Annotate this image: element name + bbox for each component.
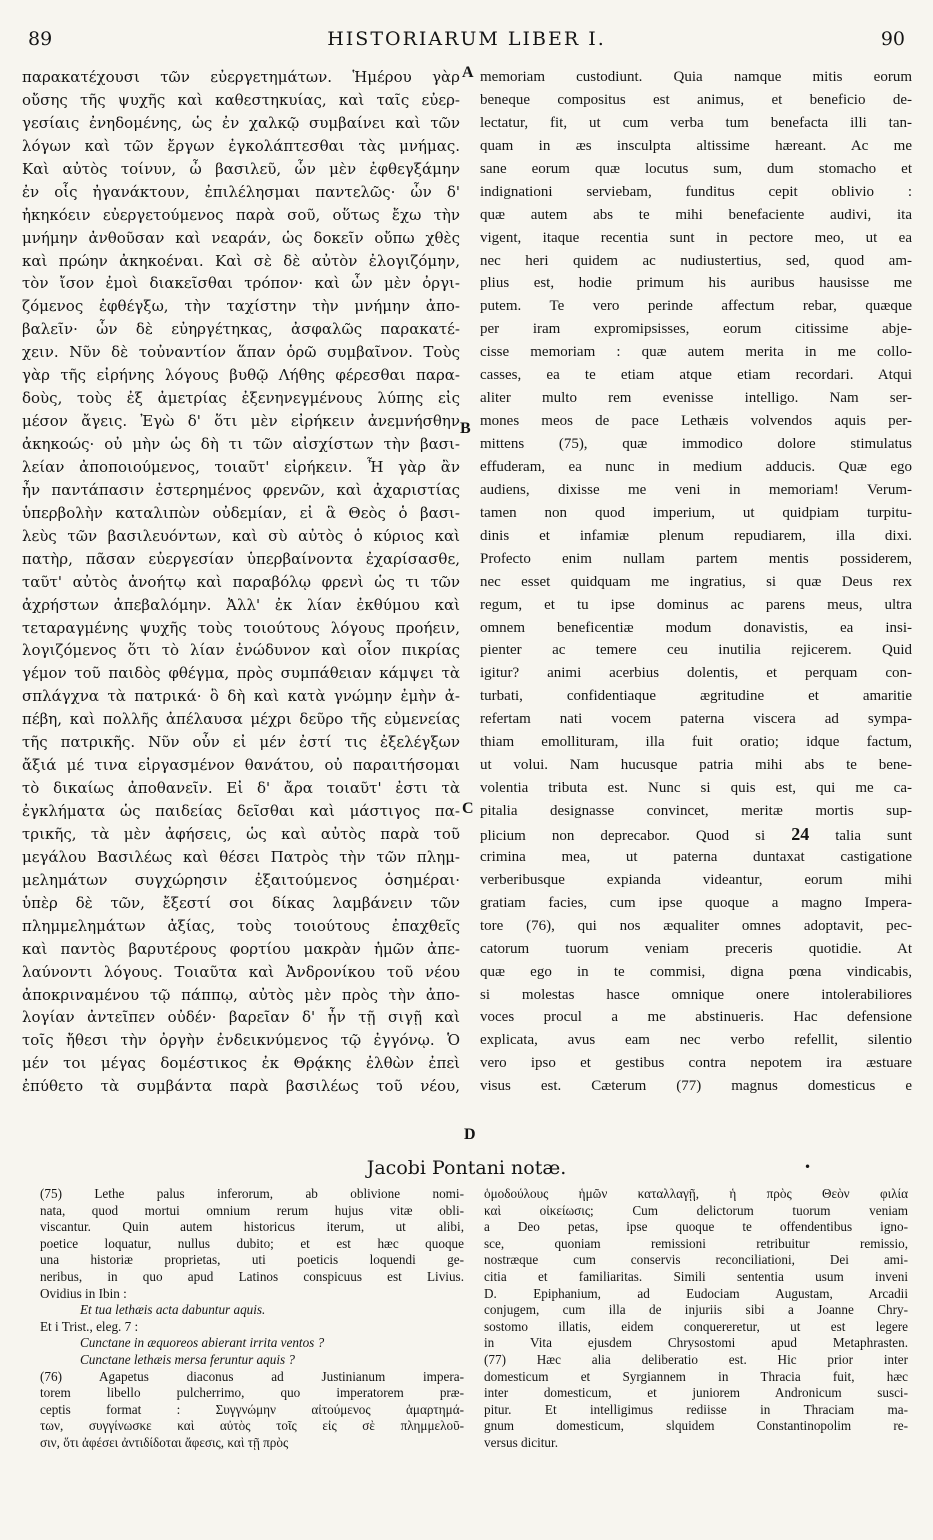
text-line: ἠκηκόειν εὐεργετούμενος παρὰ σοῦ, οὕτως ἔχω τὴν	[22, 205, 460, 224]
text-line: λείαν ἀποποιούμενος, τοιαῦτ' εἰρήκειν. Ἦ γὰρ ἂν	[22, 457, 460, 476]
text-line: viscantur. Quin autem historicus iterum, ut alibi,	[40, 1219, 464, 1235]
text-line: lectatur, fit, ut cum verba tum benefacta illi tan-	[480, 114, 912, 131]
text-line: effuderam, ea nunc in medium adducis. Quæ ego	[480, 458, 912, 475]
line-text: plicium non deprecabor. Quod si	[480, 827, 766, 844]
margin-marker-a: A	[462, 64, 474, 81]
text-line: λεὺς τῶν βασιλευόντων, καὶ σὺ αὐτὸς ὁ κύριος καὶ	[22, 526, 460, 545]
text-line: ut volui. Nam hucusque patria mihi abs te bene-	[480, 757, 912, 774]
text-line: torem libello pulcherrimo, quo imperatorem præ-	[40, 1385, 464, 1401]
text-line: γεσίαις ἐνηδομένης, ὡς ἐν χαλκῷ συμβαίνει καὶ τῶν	[22, 113, 460, 132]
text-line: (76) Agapetus diaconus ad Justinianum impera-	[40, 1368, 464, 1384]
text-line: λαύνοντι λόγους. Τοιαῦτα καὶ Ἀνδρονίκου τοῦ νέου	[22, 962, 460, 981]
text-line: cisse memoriam : quæ autem merita in me collo-	[480, 344, 912, 361]
text-line: quæ ego in te commisi, digna pœna vindicabis,	[480, 963, 912, 980]
text-line: pitur. Et intelligimus rediisse in Thraciam ma-	[484, 1401, 908, 1417]
notes-title: Jacobi Pontani notæ.	[366, 1157, 567, 1179]
text-line: ζόμενος ἐφθέγξω, τὴν ταχίστην τὴν μνήμην ἀπο-	[22, 297, 460, 316]
text-line: τὸ δικαίως ἀποθανεῖν. Εἰ δ' ἄρα τοιαῦτ' ἐστι τὰ	[22, 779, 460, 798]
text-line: nata, quod mortui omnium rerum hujus vitæ obli-	[40, 1202, 464, 1218]
text-line: ἀχρήστων ἀπεβαλόμην. Ἀλλ' ἐκ λίαν ἐκθύμου καὶ	[22, 595, 460, 614]
text-line: inter domesticum, et juniorem Andronicum susci-	[484, 1385, 908, 1401]
text-line: λογιζόμενος ὅτι τὸ λίαν ἐνώδυνον καὶ οἷον πικρίας	[22, 641, 460, 660]
text-line: beneque compositus est animus, et beneficio de-	[480, 91, 912, 108]
text-line: τεταραγμένης ψυχῆς τοὺς τοιούτους λόγους προήειν,	[22, 618, 460, 637]
text-line: pitalia designasse convincet, meritæ mortis sup-	[480, 803, 912, 819]
text-line: καὶ παντὸς βαρυτέρους φορτίου μακρὰν ἡμῶν ἀπε-	[22, 939, 460, 958]
text-line: omnem beneficentiæ modum donavistis, ea insi-	[480, 619, 912, 636]
margin-marker-b: B	[460, 420, 471, 437]
latin-text-column	[480, 66, 912, 1158]
page-header	[28, 28, 905, 54]
text-line: vero ipso et gestibus contra nepotem ira æstuare	[480, 1055, 912, 1072]
text-line: una historiæ proprietas, uti poeticis loquendi ge-	[40, 1252, 464, 1268]
text-line: igitur? animi acerbius dolentis, et perquam con-	[480, 665, 912, 682]
text-line: των, συγγίνωσκε καὶ αὐτὸς τοῖς εἰς σὲ πλημμελοῦ-	[40, 1418, 464, 1434]
text-line: ceptis format : Συγγνώμην αἰτούμενος ἁμαρτημά-	[40, 1401, 464, 1417]
notes-column-right	[484, 1186, 908, 1496]
text-line: quæ autem abs te mihi benefaciente audivi, ita	[480, 206, 912, 223]
text-line: Cunctane in æquoreos abierant irrita ventos ?	[80, 1335, 325, 1351]
text-line: mones meos de pace Lethæis volvendos aquis per-	[480, 413, 912, 430]
text-line: Cunctane lethæis mersa feruntur aquis ?	[80, 1351, 296, 1367]
text-line: tamen non quod imperium, ut quidpiam turpitu-	[480, 504, 912, 521]
text-line: citia et familiaritas. Simili sententia usum inveni	[484, 1268, 908, 1284]
text-line: catorum tuorum veniam preceris quotidie. At	[480, 940, 912, 957]
running-title: HISTORIARUM LIBER I.	[327, 28, 606, 50]
margin-marker-d: D	[464, 1126, 476, 1143]
text-line: mittens (75), quæ immodico dolore stimulatus	[480, 436, 912, 452]
text-line: μελημάτων συγχώρησιν ἐξαιτούμενος ὁσημέραι·	[22, 870, 460, 889]
text-line: δοὺς, τοὺς ἐξ ἀμετρίας ἐξενηνεγμένους λύπης εἰς	[22, 389, 460, 408]
text-line: ταῦτ' αὐτὸς ἀνοήτῳ καὶ παραβόλῳ φρενὶ ὡς τι τῶν	[22, 572, 460, 591]
text-line: thiam emollituram, illa fuit oratio; idque factum,	[480, 734, 912, 751]
notes-column-left	[40, 1186, 464, 1526]
page-number-left: 89	[28, 28, 53, 50]
text-line: ὑπὲρ δὲ τῶν, ἔξεστί σοι δίκας λαμβάνειν τῶν	[22, 893, 460, 912]
text-line: Ovidius in Ibin :	[40, 1285, 127, 1301]
text-line: ἦν παντάπασιν ἐστερημένος φρενῶν, καὶ ἀχαριστίας	[22, 480, 460, 499]
text-line: voces procul a me abstinueris. Hac defensione	[480, 1009, 912, 1026]
text-line: quam in æs insculpta altissime hæreant. Ac me	[480, 137, 912, 154]
text-line: Profecto enim nullam partem mentis possiderem,	[480, 550, 912, 567]
text-line: aliter multo rem evenisse intelligo. Nam ser-	[480, 390, 912, 407]
text-line: tore (76), qui nos æqualiter omnes adoptavit, pec-	[480, 917, 912, 934]
text-line: τὸν ἴσον ἐμοὶ διακεῖσθαι τρόπον· καὶ ὧν μὲν ὀργι-	[22, 274, 460, 293]
line-text-tail: talia sunt	[835, 827, 912, 844]
text-line: Καὶ αὐτὸς τοίνυν, ὦ βασιλεῦ, ὧν μὲν ἐφθεγξάμην	[22, 159, 460, 178]
text-line: si molestas hasce omnique onere intolerabiliores	[480, 986, 912, 1003]
text-line: gratiam facies, cum ipse quoque a magno Impera-	[480, 894, 912, 911]
text-line: gnum domesticum, slquidem Constantinopolim re-	[484, 1418, 908, 1434]
text-line: nostræque cum conservis reconciliationi, Dei ami-	[484, 1252, 908, 1268]
text-line: memoriam custodiunt. Quia namque mitis eorum	[480, 69, 912, 85]
text-line: pienter ac temere ceu inutilia rejicerem. Quid	[480, 642, 912, 659]
text-line: neribus, in quo apud Latinos conspicuus est Livius.	[40, 1268, 464, 1284]
text-line: μέσον ἄγεις. Ἐγὼ δ' ὅτι μὲν εἰρήκειν ἀνεμνήσθην	[22, 412, 460, 431]
text-line: refertam nati vocem paterna viscera ad sympa-	[480, 711, 912, 728]
text-line: crimina mea, ut paterna duntaxat castigatione	[480, 848, 912, 865]
text-line: Et i Trist., eleg. 7 :	[40, 1318, 139, 1334]
text-line: per iram expromipsisses, eorum citissime abje-	[480, 321, 912, 338]
text-line: ὁμοδούλους ἡμῶν καταλλαγῇ, ἡ πρὸς Θεὸν φιλία	[484, 1186, 908, 1201]
text-line: nec esset quidquam me ingratius, si quæ Deus rex	[480, 573, 912, 590]
greek-text-column	[22, 66, 460, 1158]
text-line: ὑπερβολὴν καταλιπὼν οὐδεμίαν, εἰ ἃ Θεὸς ὁ βασι-	[22, 503, 460, 522]
text-line: domesticum et Syrgiannem in Thracia fuit, hæc	[484, 1368, 908, 1384]
text-line: πατὴρ, πᾶσαν εὐεργεσίαν ὑπερβαίνοντα ἐχαρίσασθε,	[22, 549, 460, 568]
text-line: ἐγκλήματα ὡς παιδείας δεῖσθαι καὶ μάστιγος πα-	[22, 802, 460, 820]
text-line: γέμον τοῦ παιδὸς φθέγμα, πρὸς συμπάθειαν κάμψει τὰ	[22, 664, 460, 683]
inline-marker-number: 24	[791, 823, 810, 844]
page-number-right: 90	[880, 28, 905, 50]
text-line: vigent, itaque recentia sunt in pectore meo, ut ea	[480, 229, 912, 246]
text-line: putem. Te vero perinde affectum rebar, quæque	[480, 298, 912, 315]
text-line: audiens, dixisse me veni in memoriam! Verum-	[480, 481, 912, 498]
text-line	[480, 823, 912, 846]
text-line: sce, quoniam remissioni retribuitur remissio,	[484, 1235, 908, 1251]
text-line: turbati, confidentiaque ægritudine et amaritie	[480, 688, 912, 705]
text-line: ἀκηκοώς· οὐ μὴν ὡς δὴ τι τῶν αἰσχίστων τὴν βασι-	[22, 435, 460, 453]
text-line: λόγων καὶ τῶν ἔργων ἐγκολάπτεσθαι τὰς μνήμας.	[22, 136, 460, 155]
text-line: volentia tributa est. Nunc si quis est, qui me ca-	[480, 780, 912, 797]
text-line: τοῖς ἤθεσι τὴν ὀργὴν ἐνδεικνύμενος τῷ ἐγγόνῳ. Ὁ	[22, 1031, 460, 1050]
text-line: πλημμελημάτων ἀξίας, τοὺς τοιούτους ἐπαχθεῖς	[22, 916, 460, 935]
text-line: a Deo petas, ipse quoque te offendentibus igno-	[484, 1219, 908, 1235]
text-line: παρακατέχουσι τῶν εὐεργετημάτων. Ἡμέρου γὰρ	[22, 68, 460, 86]
text-line: indignationi serviebam, funditus cepit oblivio :	[480, 183, 912, 200]
text-line: visus est. Cæterum (77) magnus domesticus e	[480, 1078, 912, 1095]
text-line: ἄξιά μέ τινα εἰργασμένον θανάτου, οὐ παραιτήσομαι	[22, 756, 460, 775]
text-line: casses, ea te etiam atque etiam recordari. Atqui	[480, 367, 912, 384]
text-line: σπλάγχνα τὰ πατρικά· ὃ δὴ καὶ κατὰ γνώμην ἐμὴν ἀ-	[22, 687, 460, 706]
text-line: σιν, ὅτι ἀφέσει ἀντιδίδοται ἄφεσις, καὶ τῇ πρὸς	[40, 1434, 289, 1450]
text-line: καὶ οἰκείωσις; Cum delictorum tuorum veniam	[484, 1202, 908, 1218]
text-line: μέν τοι μέγας δομέστικος ἐκ Θρᾴκης ἐλθὼν ἐπεὶ	[22, 1054, 460, 1073]
text-line: τρικῆς, τὰ μὲν ἀφήσεις, ὡς καὶ αὐτὸς παρὰ τοῦ	[22, 824, 460, 843]
text-line: conjugem, cum illa de injuriis sibi a Joanne Chry-	[484, 1302, 908, 1318]
text-line: Et tua lethæis acta dabuntur aquis.	[80, 1302, 266, 1318]
text-line: μνήμην ἀνθοῦσαν καὶ νεαράν, ὡς δοκεῖν οὔπω χθὲς	[22, 228, 460, 247]
text-line: οὔσης τῆς ψυχῆς καὶ καθεστηκυίας, καὶ ταῖς εὐερ-	[22, 90, 460, 109]
text-line: poetice loquatur, nullus dubito; et est hæc quoque	[40, 1235, 464, 1251]
text-line: γὰρ τῆς εἰρήνης λόγους βυθῷ Λήθης φέρεσθαι παρα-	[22, 366, 460, 385]
text-line: dinis et infamiæ plenum repudiarem, illa dixi.	[480, 527, 912, 544]
text-line: ἐπύθετο τὰ συμβάντα παρὰ βασιλέως τοῦ νέου,	[22, 1077, 460, 1096]
text-line: sane eorum quæ locutus sum, dum stomacho et	[480, 160, 912, 177]
margin-marker-c: C	[462, 800, 474, 817]
text-line: regum, et tu ipse dominus ac parens meus, ultra	[480, 596, 912, 613]
text-line: D. Epiphanium, ad Eudociam Augustam, Arcadii	[484, 1285, 908, 1301]
text-line: in Vita ejusdem Chrysostomi apud Metaphrasten.	[484, 1335, 908, 1351]
text-line: plius est, hodie primum his auribus hausisse me	[480, 275, 912, 292]
text-line: ἐν οἷς ἠγανάκτουν, ἐπιλέλησμαι παντελῶς· ὧν δ'	[22, 182, 460, 201]
text-line: μεγάλου Βασιλέως καὶ θέσει Πατρὸς τὴν τῶν πλημ-	[22, 847, 460, 866]
text-line: βαλεῖν· ὧν δὲ εὐηργέτηκας, ἀσφαλῶς παρακατέ-	[22, 320, 460, 339]
text-line: τῆς πατρικῆς. Νῦν οὖν εἰ μέν ἐστί τις ἐξελέγξων	[22, 733, 460, 752]
text-line: (75) Lethe palus inferorum, ab oblivione nomi-	[40, 1186, 464, 1201]
text-line: nec heri quidem ac nudiustertius, sed, quod am-	[480, 252, 912, 269]
text-line: versus dicitur.	[484, 1434, 558, 1450]
text-line: ἀποκριναμένου τῷ πάππῳ, αὐτὸς μὲν πρὸς τὴν ἀπο-	[22, 985, 460, 1004]
text-line: (77) Hæc alia deliberatio est. Hic prior inter	[484, 1351, 908, 1367]
text-line: sostomo illatis, eidem conquereretur, ut est legere	[484, 1318, 908, 1334]
text-line: καὶ πρώην ἀκηκοέναι. Καὶ σὲ δὲ αὐτὸν ἐλογιζόμην,	[22, 251, 460, 270]
text-line: verberibusque expianda videantur, eorum mihi	[480, 871, 912, 888]
text-line: explicata, avus eam nec verbo refellit, silentio	[480, 1032, 912, 1049]
text-line: πέβη, καὶ πολλῆς ἀπέλαυσα μέχρι δεῦρο τῆς εὐμενείας	[22, 710, 460, 729]
decorative-dot: •	[804, 1160, 812, 1174]
text-line: χειν. Νῦν δὲ τοὐναντίον ἅπαν ὁρῶ συμβαῖνον. Τοὺς	[22, 343, 460, 362]
text-line: λογίαν ἀντεῖπεν οὐδέν· βαρεῖαν δ' ἦν τῇ σιγῇ καὶ	[22, 1008, 460, 1027]
